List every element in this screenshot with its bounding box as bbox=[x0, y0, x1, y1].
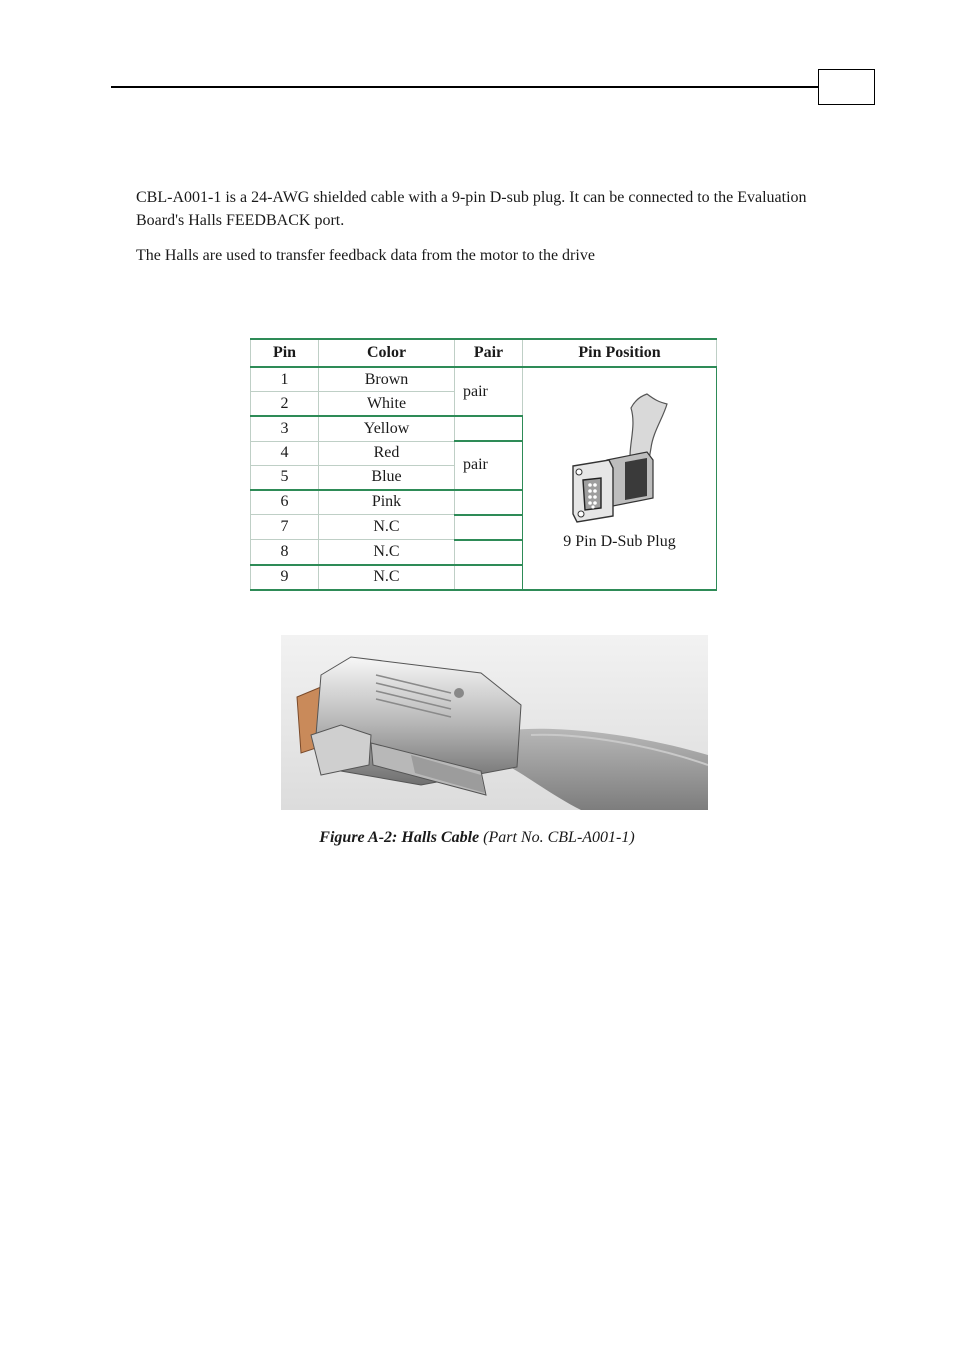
pin-cell: 5 bbox=[251, 465, 319, 490]
color-cell: Red bbox=[319, 441, 455, 465]
header-color: Color bbox=[319, 339, 455, 367]
color-cell: N.C bbox=[319, 565, 455, 590]
color-cell: N.C bbox=[319, 515, 455, 540]
pin-cell: 8 bbox=[251, 540, 319, 565]
color-cell: White bbox=[319, 392, 455, 417]
pin-cell: 9 bbox=[251, 565, 319, 590]
pin-cell: 4 bbox=[251, 441, 319, 465]
header-pin-position: Pin Position bbox=[523, 339, 717, 367]
pin-cell: 7 bbox=[251, 515, 319, 540]
color-cell: Brown bbox=[319, 367, 455, 392]
dsub-plug-icon bbox=[567, 388, 677, 528]
figure-caption-title: Figure A-2: Halls Cable bbox=[319, 829, 480, 846]
pair-cell-empty bbox=[455, 490, 523, 515]
figure-caption-part-number: (Part No. CBL-A001-1) bbox=[479, 829, 635, 846]
intro-paragraph-2: The Halls are used to transfer feedback data from the motor to the drive bbox=[136, 247, 595, 264]
color-cell: Pink bbox=[319, 490, 455, 515]
pin-cell: 3 bbox=[251, 416, 319, 441]
pin-cell: 1 bbox=[251, 367, 319, 392]
pair-cell-empty bbox=[455, 540, 523, 565]
pair-cell-1: pair bbox=[455, 367, 523, 416]
intro-paragraph-1: CBL-A001-1 is a 24-AWG shielded cable with a 9-pin D-sub plug. It can be connected to the Evaluation Board's Halls FEEDBACK port. bbox=[136, 189, 807, 229]
page-number-box bbox=[818, 69, 875, 105]
pinout-table bbox=[250, 338, 717, 591]
table-header-row bbox=[251, 339, 717, 367]
pair-cell-empty bbox=[455, 515, 523, 540]
header-pin: Pin bbox=[251, 339, 319, 367]
plug-label: 9 Pin D-Sub Plug bbox=[563, 533, 676, 550]
header-rule bbox=[111, 86, 819, 88]
color-cell: N.C bbox=[319, 540, 455, 565]
pin-position-cell bbox=[523, 367, 717, 590]
halls-cable-photo bbox=[281, 635, 708, 810]
pin-cell: 6 bbox=[251, 490, 319, 515]
pair-cell-empty bbox=[455, 416, 523, 441]
color-cell: Yellow bbox=[319, 416, 455, 441]
color-cell: Blue bbox=[319, 465, 455, 490]
pin-cell: 2 bbox=[251, 392, 319, 417]
figure-caption bbox=[0, 829, 954, 847]
pair-cell-2: pair bbox=[455, 441, 523, 490]
pair-cell-empty bbox=[455, 565, 523, 590]
header-pair: Pair bbox=[455, 339, 523, 367]
table-row bbox=[251, 367, 717, 392]
